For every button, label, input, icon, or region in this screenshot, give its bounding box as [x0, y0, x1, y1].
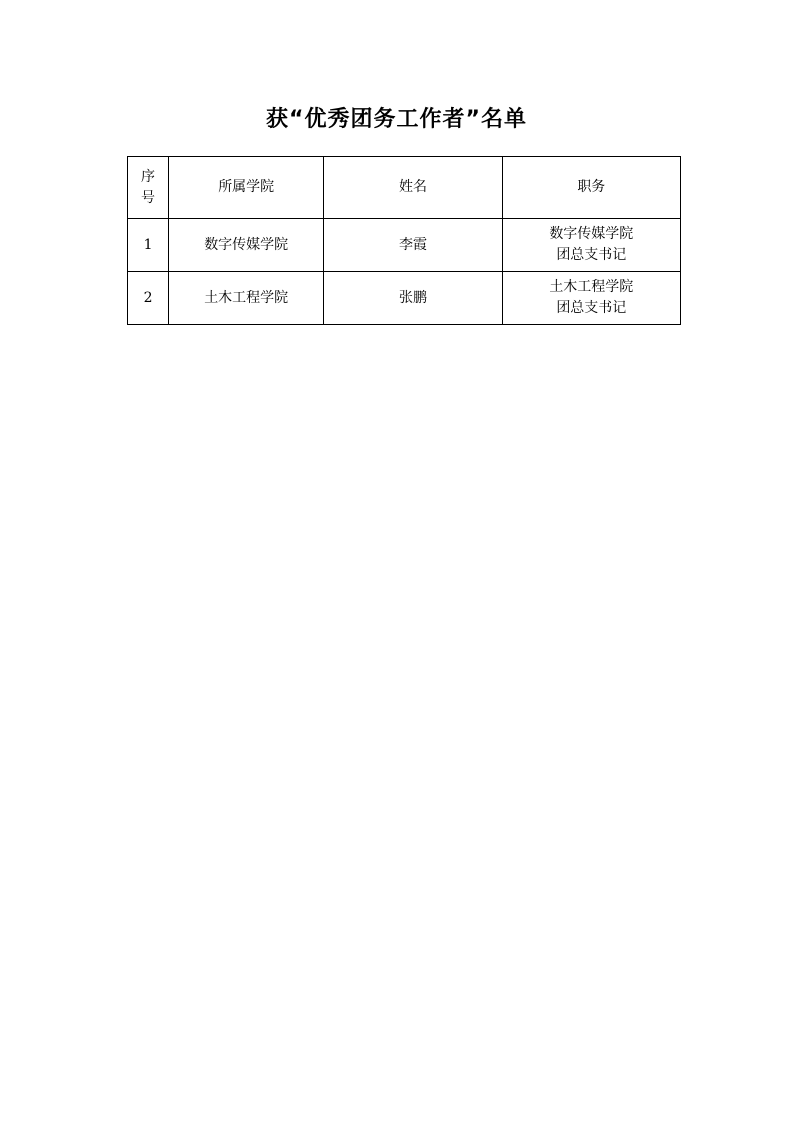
- cell-role-line2: 团总支书记: [556, 247, 627, 263]
- header-name: 姓名: [324, 157, 502, 219]
- cell-role-line2: 团总支书记: [556, 300, 627, 316]
- cell-role: [502, 219, 680, 272]
- header-seq-line2: 号: [141, 189, 156, 206]
- header-role: 职务: [502, 157, 680, 219]
- header-seq: [128, 157, 169, 219]
- cell-seq: 2: [128, 272, 169, 325]
- table-header-row: [128, 157, 681, 219]
- cell-seq: 1: [128, 219, 169, 272]
- header-seq-line1: 序: [141, 168, 156, 185]
- cell-role-line1: 数字传媒学院: [549, 226, 634, 242]
- cell-name: 张鹏: [324, 272, 502, 325]
- cell-role-line1: 土木工程学院: [549, 279, 634, 295]
- cell-role: [502, 272, 680, 325]
- cell-name: 李霞: [324, 219, 502, 272]
- table-row: [128, 219, 681, 272]
- award-list-table: [127, 156, 681, 325]
- table-row: [128, 272, 681, 325]
- header-college: 所属学院: [169, 157, 324, 219]
- page-title: 获“优秀团务工作者”名单: [266, 107, 527, 132]
- cell-college: 土木工程学院: [169, 272, 324, 325]
- cell-college: 数字传媒学院: [169, 219, 324, 272]
